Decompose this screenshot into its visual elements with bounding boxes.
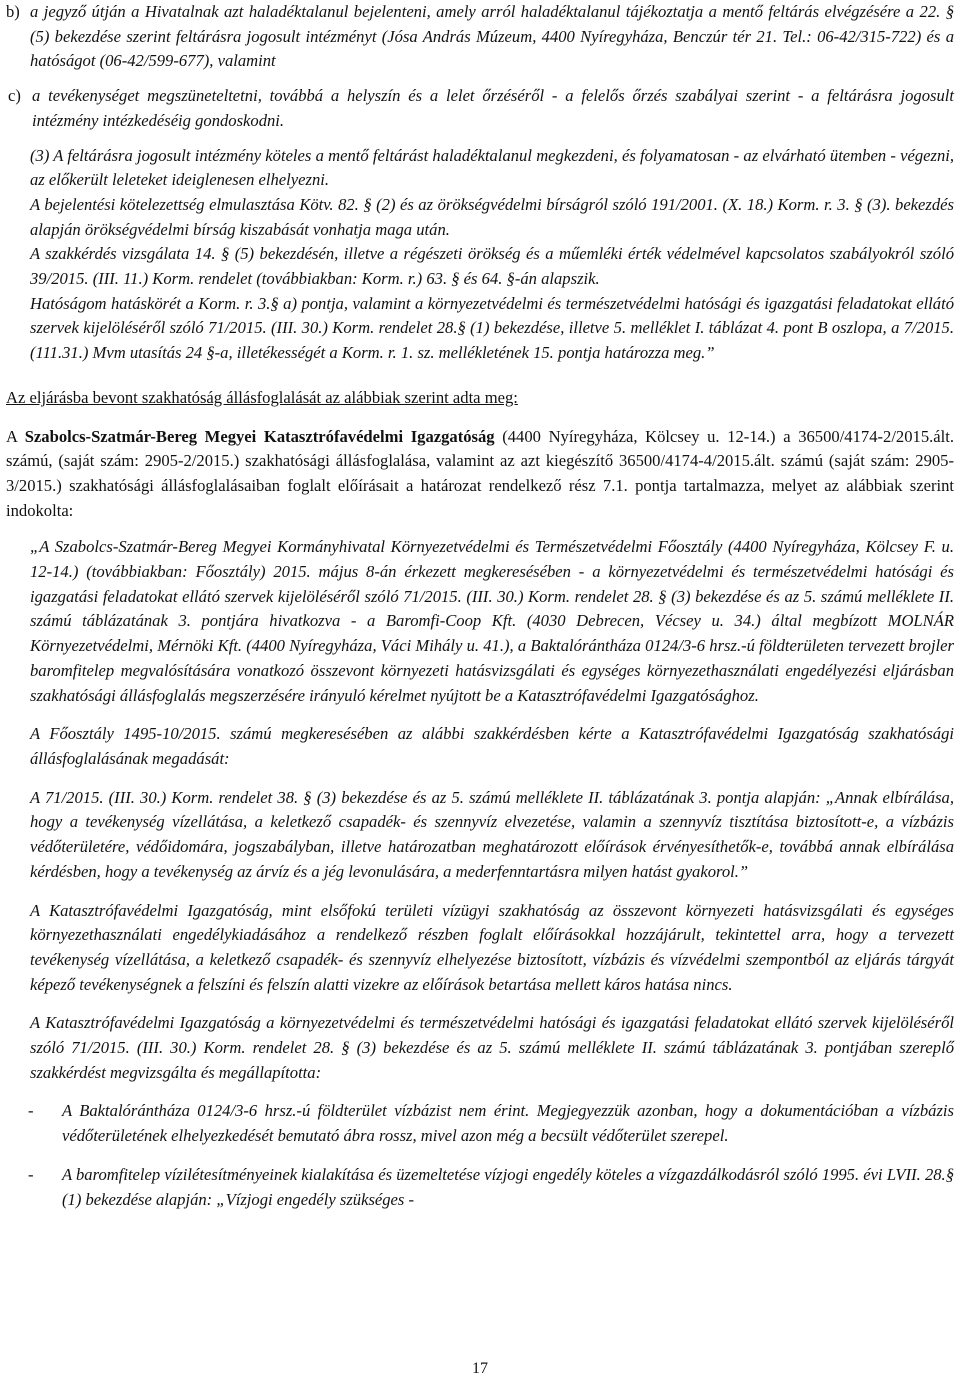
findings-list — [6, 1099, 954, 1212]
notice-p3: A szakkérdés vizsgálata 14. § (5) bekezdésén, illetve a régészeti örökség és a műemléki érték védelmével kapcsolatos szabályokról szóló 39/2015. (III. 11.) Korm. rendelet (továbbiakban: Korm. r.) 63. § és 64. §-án alapszik. — [30, 244, 954, 289]
notice-p4: Hatóságom hatáskörét a Korm. r. 3.§ a) pontja, valamint a környezetvédelmi és természetvédelmi hatósági és igazgatási feladatokat ellátó szervek kijelöléséről szóló 71/2015. (III. 30.) Korm. rendelet 28.§ (1) bekezdése, illetve 5. melléklet I. táblázat 4. pont B oszlopa, a 7/2015. (111.31.) Mvm utasítás 24 §-a, illetékességét a Korm. r. 1. sz. mellékletének 15. pontja határozza meg.” — [30, 293, 954, 363]
quote-p4: A Katasztrófavédelmi Igazgatóság, mint elsőfokú területi vízügyi szakhatóság az összevont környezeti hatásvizsgálati és egységes környezethasználati engedélykiadásához a rendelkező részben foglalt előírásokkal hozzájárult, tekintettel arra, hogy a tervezett tevékenység vízellátása, a keletkező csapadék- és szennyvíz elhelyezése biztosított, vízbázis és vízvédelmi szempontból az eljárás tárgyát képező tevékenységnek a felszíni és felszín alatti vizekre az előírások betartása mellett káros hatása nincs. — [30, 900, 954, 994]
list-dash: - — [28, 1164, 34, 1184]
list-text: A baromfitelep vízilétesítményeinek kialakítása és üzemeltetése vízjogi engedély köteles a vízgazdálkodásról szóló 1995. évi LVII. 28.§ (1) bekezdése alapján: „Vízjogi engedély szükséges - — [62, 1164, 954, 1209]
item-b-label: b) — [6, 2, 20, 21]
intro-pre: A — [6, 426, 25, 446]
list-text: A Baktalórántháza 0124/3-6 hrsz.-ú földterület vízbázist nem érint. Megjegyezzük azonban, hogy a dokumentációban a vízbázis védőterületének elhelyezkedését bemutató ábra rossz, mivel azon még a becsült védőterület szerepel. — [62, 1101, 954, 1146]
item-b-text: a jegyző útján a Hivatalnak azt haladéktalanul bejelenteni, amely arról haladéktalanul tájékoztatja a mentő feltárás elvégzésére a 22. § (5) bekezdése szerint feltárásra jogosult intézményt (Jósa András Múzeum, 4400 Nyíregyháza, Benczúr tér 21. Tel.: 06-42/315-722) és a hatóságot (06-42/599-677), valamint — [30, 2, 954, 71]
intro-post: (4400 Nyíregyháza, Kölcsey u. 12-14.) a 36500/4174-2/2015.ált. számú, (saját szám: 2905-2/2015.) szakhatósági állásfoglalása, valamint az azt kiegészítő 36500/4174-4/2015.ált. számú (saját szám: 2905-3/2015.) szakhatósági állásfoglalásaiban foglalt előírásait a határozat rendelkező rész 7.1. pontja tartalmazza, melyet az alábbiak szerint indokolta: — [6, 426, 955, 520]
item-c — [6, 84, 954, 133]
item-c-label: c) — [8, 86, 21, 106]
quote-p1: „A Szabolcs-Szatmár-Bereg Megyei Kormányhivatal Környezetvédelmi és Természetvédelmi Főosztály (4400 Nyíregyháza, Kölcsey F. u. 12-14.) (továbbiakban: Főosztály) 2015. május 8-án érkezett megkeresésében - a környezetvédelmi és természetvédelmi hatósági és igazgatási feladatokat ellátó szervek kijelöléséről szóló 71/2015. (III. 30.) Korm. rendelet 28. § (3) bekezdése és az 5. számú melléklete II. számú táblázatának 3. pontjára hivatkozva - a Baromfi-Coop Kft. (4030 Debrecen, Vécsey u. 34.) által megbízott MOLNÁR Környezetvédelmi, Mérnöki Kft. (4400 Nyíregyháza, Váci Mihály u. 41.), a Baktalórántháza 0124/3-6 hrsz.-ú földterületen tervezett brojler baromfitelep megvalósítására vonatkozó összevont környezeti hatásvizsgálati és egységes környezethasználati engedélyezési eljárásban szakhatósági állásfoglalás megszerzésére irányuló kérelmet nyújtott be a Katasztrófavédelmi Igazgatósághoz. — [30, 537, 954, 705]
intro-paragraph — [6, 425, 954, 524]
quote-p3: A 71/2015. (III. 30.) Korm. rendelet 38. § (3) bekezdése és az 5. számú melléklete II. táblázatának 3. pontja alapján: „Annak elbírálása, hogy a tevékenység vízellátása, a keletkező csapadék- és szennyvíz elvezetése, valamin a szennyvíz tisztítása biztosított-e, a vízbázis védőterületére, védőidomára, jogszabályban, illetve határozatban meghatározott előírások érvényesíthetők-e, továbbá annak elbírálása kérdésben, hogy a tevékenység az árvíz és a jég levonulására, a mederfenntartásra milyen hatást gyakorol.” — [30, 787, 954, 881]
quote-p5: A Katasztrófavédelmi Igazgatóság a környezetvédelmi és természetvédelmi hatósági és igazgatási feladatokat ellátó szervek kijelöléséről szóló 71/2015. (III. 30.) Korm. rendelet 28. § (3) bekezdése és az 5. számú melléklete II. számú táblázatának 3. pontjában szereplő szakkérdést megvizsgálta és megállapította: — [30, 1013, 954, 1082]
notice-p2: A bejelentési kötelezettség elmulasztása Kötv. 82. § (2) és az örökségvédelmi bírságról szóló 191/2001. (X. 18.) Korm. r. 3. § (3). bekezdés alapján örökségvédelmi bírság kiszabását vonhatja maga után. — [30, 194, 954, 239]
section-heading: Az eljárásba bevont szakhatóság állásfoglalását az alábbiak szerint adta meg: — [6, 387, 518, 407]
list-item — [6, 1099, 954, 1148]
intro-org: Szabolcs-Szatmár-Bereg Megyei Katasztrófavédelmi Igazgatóság — [24, 426, 495, 446]
page-number: 17 — [472, 1360, 488, 1377]
list-item — [6, 1163, 954, 1212]
item-c-text: a tevékenységet megszüneteltetni, továbbá a helyszín és a lelet őrzéséről - a felelős őrzés szabályai szerint - a feltárásra jogosult intézmény intézkedéséig gondoskodni. — [32, 86, 954, 130]
notice-block — [6, 144, 954, 366]
item-b — [6, 0, 954, 74]
list-dash: - — [28, 1101, 34, 1121]
quote-block — [6, 535, 954, 1085]
notice-p1: (3) A feltárásra jogosult intézmény köteles a mentő feltárást haladéktalanul megkezdeni, és folyamatosan - az elvárható ütemben - végezni, az előkerült leleteket ideiglenesen elhelyezni. — [30, 145, 954, 190]
quote-p2: A Főosztály 1495-10/2015. számú megkeresésében az alábbi szakkérdésben kérte a Katasztrófavédelmi Igazgatóság szakhatósági állásfoglalásának megadását: — [30, 724, 954, 768]
